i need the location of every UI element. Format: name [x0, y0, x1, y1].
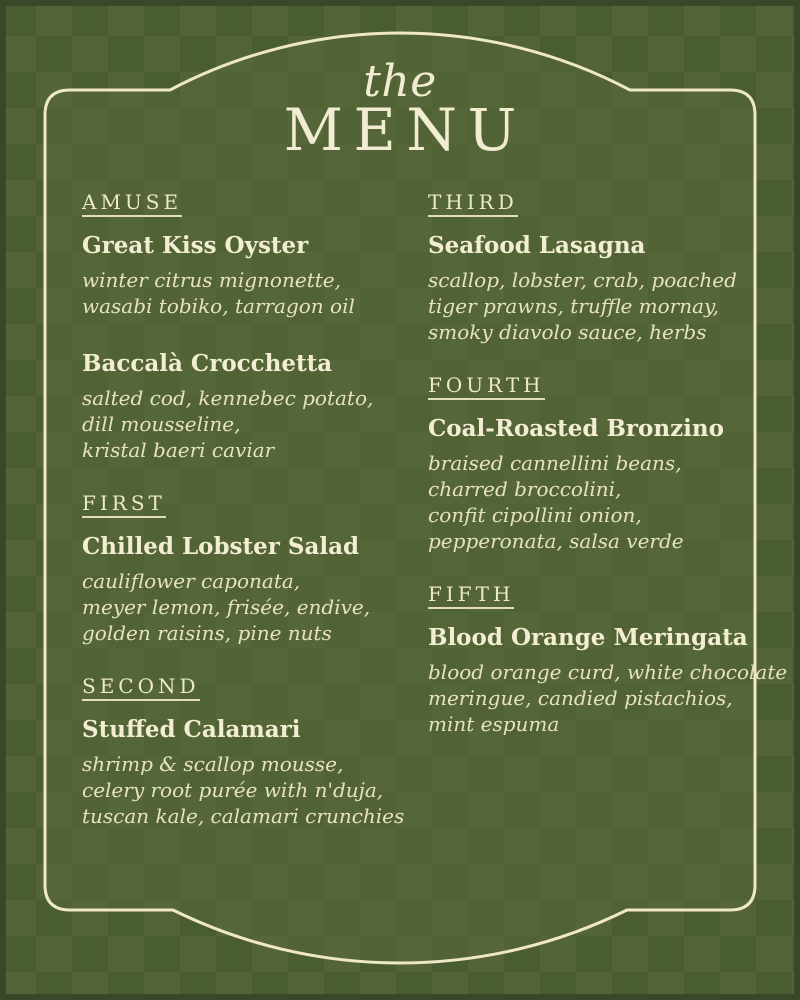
course-section-third — [428, 192, 773, 345]
dish-description-line: tiger prawns, truffle mornay, — [428, 294, 720, 318]
menu-column-right — [428, 190, 788, 767]
dish-description-line: shrimp & scallop mousse, — [82, 752, 344, 776]
course-header — [82, 676, 427, 701]
dish-description-line: braised cannellini beans, — [428, 451, 682, 475]
dish-name: Chilled Lobster Salad — [82, 533, 360, 560]
course-header — [82, 192, 427, 217]
dish — [428, 414, 773, 554]
course-section-second — [82, 676, 427, 829]
dish-description-line: winter citrus mignonette, — [82, 268, 341, 292]
dish-description-line: tuscan kale, calamari crunchies — [82, 804, 405, 828]
dish-description-line: confit cipollini onion, — [428, 503, 642, 527]
course-label: THIRD — [428, 192, 518, 217]
course-header — [428, 584, 773, 609]
dish-description-line: wasabi tobiko, tarragon oil — [82, 294, 355, 318]
dish-description-line: blood orange curd, white chocolate — [428, 660, 788, 684]
dish-name: Great Kiss Oyster — [82, 232, 309, 259]
dish-description-line: smoky diavolo sauce, herbs — [428, 320, 707, 344]
course-label: FOURTH — [428, 375, 545, 400]
dish-name: Baccalà Crocchetta — [82, 350, 333, 377]
dish-description-line: dill mousseline, — [82, 412, 241, 436]
dish — [428, 231, 773, 345]
dish-description-line: pepperonata, salsa verde — [428, 529, 684, 553]
course-label: AMUSE — [82, 192, 182, 217]
course-label: SECOND — [82, 676, 200, 701]
dish-description-line: charred broccolini, — [428, 477, 622, 501]
menu-column-left — [82, 192, 427, 859]
course-section-first — [82, 493, 427, 646]
dish-description-line: celery root purée with n'duja, — [82, 778, 384, 802]
dish-description-line: golden raisins, pine nuts — [82, 621, 332, 645]
dish-description-line: kristal baeri caviar — [82, 438, 275, 462]
course-section-fifth — [428, 582, 788, 737]
dish-name: Blood Orange Meringata — [428, 624, 748, 651]
dish-description-line: salted cod, kennebec potato, — [82, 386, 374, 410]
course-header — [428, 375, 773, 400]
dish-name: Stuffed Calamari — [82, 716, 301, 743]
course-label: FIRST — [82, 493, 166, 518]
dish-description-line: scallop, lobster, crab, poached — [428, 268, 737, 292]
dish-name: Seafood Lasagna — [428, 232, 646, 259]
dish-description-line: meringue, candied pistachios, — [428, 686, 733, 710]
dish-description-line: mint espuma — [428, 712, 560, 736]
dish — [82, 231, 427, 319]
page-title: MENU — [283, 96, 527, 164]
course-label: FIFTH — [428, 584, 514, 609]
dish-description-line: cauliflower caponata, — [82, 569, 301, 593]
dish — [82, 715, 427, 829]
course-header — [428, 192, 773, 217]
dish-description-line: meyer lemon, frisée, endive, — [82, 595, 371, 619]
dish — [428, 623, 788, 737]
course-section-fourth — [428, 375, 773, 554]
dish — [82, 532, 427, 646]
course-section-amuse — [82, 192, 427, 463]
dish — [82, 349, 427, 463]
course-header — [82, 493, 427, 518]
dish-name: Coal-Roasted Bronzino — [428, 415, 724, 442]
title-script: the — [363, 56, 437, 107]
